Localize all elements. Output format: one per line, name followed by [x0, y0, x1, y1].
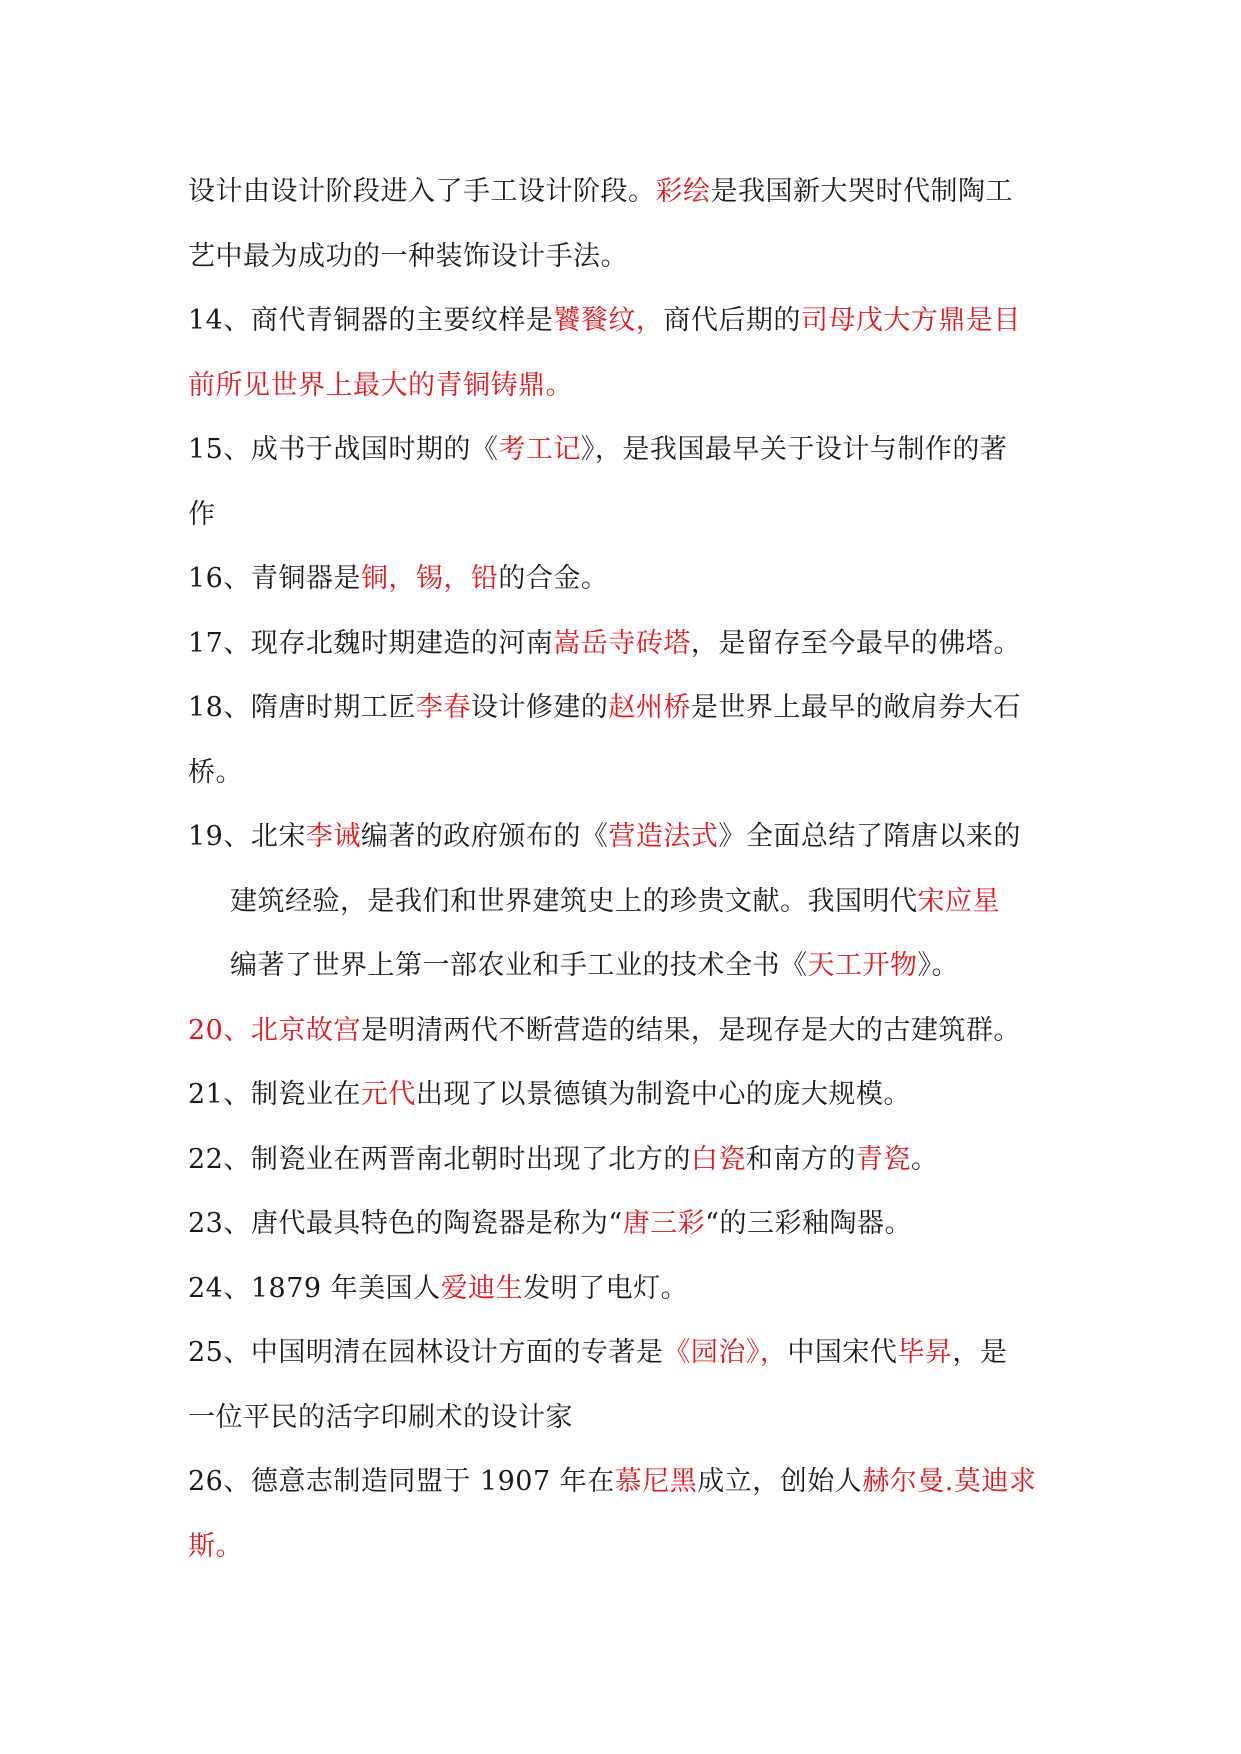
- body-text: 编著了世界上第一部农业和手工业的技术全书《: [230, 950, 808, 981]
- body-text: 和南方的: [745, 1143, 856, 1175]
- body-text: 22、制瓷业在两晋南北朝时出现了北方的: [188, 1143, 691, 1175]
- highlighted-text: 赫尔曼.莫迪求: [862, 1466, 1037, 1497]
- text-line: [188, 160, 1058, 225]
- text-line: [188, 225, 1058, 290]
- text-line: [188, 1321, 1058, 1386]
- highlighted-text: 毕昇: [897, 1337, 953, 1368]
- body-text: 17、现存北魏时期建造的河南: [188, 627, 554, 659]
- body-text: 15、成书于战国时期的《: [188, 434, 499, 465]
- text-line: [188, 870, 1058, 935]
- body-text: 16、青铜器是: [188, 563, 361, 594]
- body-text: 出现了以景德镇为制瓷中心的庞大规模。: [415, 1079, 911, 1110]
- highlighted-text: 天工开物: [807, 950, 918, 981]
- highlighted-text: 《园治》，: [663, 1337, 788, 1368]
- text-line: [188, 999, 1058, 1064]
- text-line: [188, 1192, 1058, 1257]
- text-line: [188, 547, 1058, 612]
- highlighted-text: 慕尼黑: [614, 1466, 698, 1497]
- highlighted-text: 前所见世界上最大的青铜铸鼎。: [188, 369, 573, 401]
- body-text: ，是: [952, 1337, 1008, 1368]
- highlighted-text: 白瓷: [690, 1143, 746, 1175]
- text-line: [188, 1128, 1058, 1193]
- body-text: 发明了电灯。: [523, 1272, 689, 1304]
- body-text: “的三彩釉陶器。: [705, 1208, 912, 1239]
- body-text: 23、唐代最具特色的陶瓷器是称为“: [188, 1208, 623, 1239]
- body-text: 设计由设计阶段进入了手工设计阶段。: [188, 176, 656, 207]
- highlighted-text: 铜，锡，铅: [360, 563, 499, 594]
- body-text: 中国宋代: [787, 1337, 898, 1368]
- highlighted-text: 营造法式: [608, 821, 719, 852]
- body-text: 14、商代青铜器的主要纹样是: [188, 305, 554, 336]
- body-text: 24、1879 年美国人: [188, 1272, 441, 1304]
- text-line: [188, 289, 1058, 354]
- highlighted-text: 李诫: [305, 821, 361, 852]
- body-text: 》。: [917, 950, 959, 981]
- text-line: [188, 1515, 1058, 1580]
- body-text: 是我国新大哭时代制陶工: [710, 176, 1013, 207]
- highlighted-text: 爱迪生: [440, 1272, 524, 1304]
- body-text: 成立，创始人: [697, 1466, 863, 1497]
- text-line: [188, 612, 1058, 677]
- highlighted-text: 宋应星: [917, 885, 1000, 917]
- text-line: [188, 483, 1058, 548]
- body-text: 的合金。: [498, 563, 609, 594]
- text-line: [188, 741, 1058, 806]
- body-text: 艺中最为成功的一种装饰设计手法。: [188, 240, 628, 272]
- text-line: [188, 1257, 1058, 1322]
- body-text: 》，是我国最早关于设计与制作的著: [580, 434, 1008, 465]
- body-text: 。: [910, 1143, 939, 1175]
- body-text: 建筑经验，是我们和世界建筑史上的珍贵文献。我国明代: [230, 885, 918, 917]
- highlighted-text: 赵州桥: [608, 692, 691, 723]
- body-text: 一位平民的活字印刷术的设计家: [188, 1401, 573, 1433]
- body-text: 18、隋唐时期工匠: [188, 692, 416, 723]
- text-line: [188, 676, 1058, 741]
- document-body: [188, 160, 1058, 1579]
- body-text: 编著的政府颁布的《: [360, 821, 609, 852]
- body-text: 作: [188, 498, 216, 530]
- body-text: 是明清两代不断营造的结果，是现存是大的古建筑群。: [360, 1014, 1021, 1046]
- body-text: 25、中国明清在园林设计方面的专著是: [188, 1337, 664, 1368]
- highlighted-text: 嵩岳寺砖塔: [553, 627, 691, 659]
- highlighted-text: 饕餮纹，: [553, 305, 664, 336]
- highlighted-text: 青瓷: [855, 1143, 911, 1175]
- highlighted-text: 考工记: [498, 434, 581, 465]
- text-line: [188, 1450, 1058, 1515]
- highlighted-text: 李春: [415, 692, 471, 723]
- body-text: 是世界上最早的敞肩券大石: [690, 692, 1021, 723]
- body-text: ，是留存至今最早的佛塔。: [690, 627, 1021, 659]
- body-text: 19、北宋: [188, 821, 306, 852]
- text-line: [188, 418, 1058, 483]
- body-text: 商代后期的: [663, 305, 801, 336]
- body-text: 21、制瓷业在: [188, 1079, 361, 1110]
- body-text: 设计修建的: [470, 692, 609, 723]
- highlighted-text: 司母戊大方鼎是目: [800, 305, 1021, 336]
- body-text: 26、德意志制造同盟于 1907 年在: [188, 1466, 615, 1497]
- body-text: 》全面总结了隋唐以来的: [718, 821, 1021, 852]
- highlighted-text: 20、北京故宫: [188, 1014, 361, 1046]
- text-line: [188, 805, 1058, 870]
- highlighted-text: 斯。: [188, 1530, 243, 1562]
- body-text: 桥。: [188, 756, 243, 788]
- highlighted-text: 元代: [360, 1079, 416, 1110]
- text-line: [188, 934, 1058, 999]
- highlighted-text: 唐三彩: [622, 1208, 706, 1239]
- text-line: [188, 1386, 1058, 1451]
- text-line: [188, 354, 1058, 419]
- highlighted-text: 彩绘: [655, 176, 711, 207]
- text-line: [188, 1063, 1058, 1128]
